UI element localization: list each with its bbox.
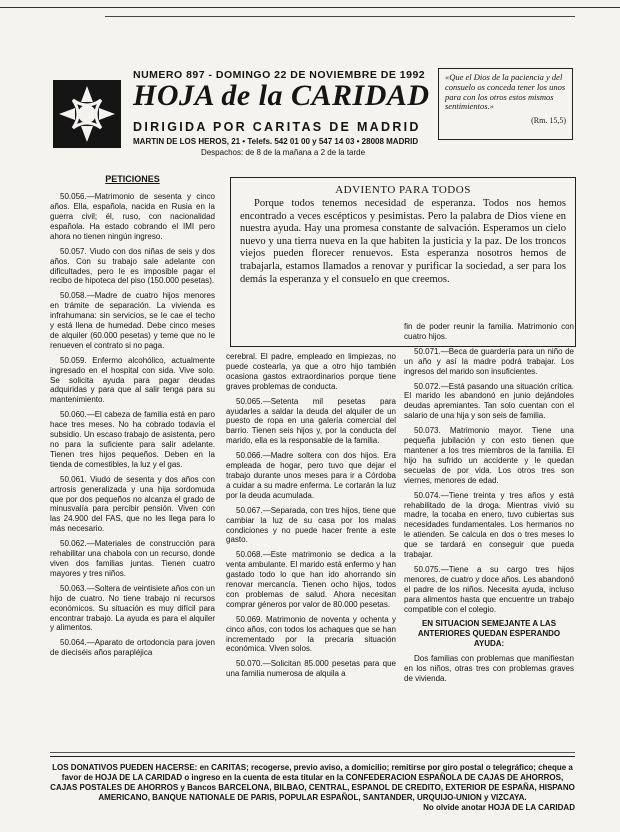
advent-title: ADVIENTO PARA TODOS xyxy=(335,184,471,196)
petition-item: 50.056.—Matrimonio de sesenta y cinco años. Ella, española, nacida en Rusia en la guerra civil; él, ruso, con nacionalidad española. Ha estado cobrando el IMI pero ahora no tienen ningún ingreso. xyxy=(50,192,215,241)
petition-item: 50.066.—Madre soltera con dos hijos. Era empleada de hogar, pero tuvo que dejar el trabajo durante unos meses para ir a Córdoba a cuidar a su madre enferma. Le cortarán la luz por la deuda acumulada. xyxy=(226,451,396,500)
petition-item: 50.067.—Separada, con tres hijos, tiene que cambiar la luz de su casa por los malas condiciones y no puede hacer frente a este gasto. xyxy=(226,505,396,545)
top-rule xyxy=(0,7,620,8)
column-3 xyxy=(404,322,574,689)
scripture-quote-box xyxy=(438,68,573,140)
petition-item: 50.070.—Solicitan 85.000 pesetas para que una familia numerosa de alquila a xyxy=(226,659,396,679)
petition-item: 50.060.—El cabeza de familia está en paro hace tres meses. No ha cobrado todavía el subsidio. Un escaso trabajo de asistenta, pero no para la suficiente para salir adelante. Tienen tres hijos pequeños. Deben en la tienda de comestibles, la luz y el gas. xyxy=(50,410,215,469)
petition-item: 50.063.—Soltera de veintisiete años con un hijo de cuatro. No tiene trabajo ni recursos económicos. Su situación es muy difícil para encontrar trabajo. La ayuda es para el alquiler y alimentos. xyxy=(50,583,215,633)
address-line: MARTIN DE LOS HEROS, 21 • Telefs. 542 01 00 y 547 14 03 • 28008 MADRID xyxy=(133,137,419,146)
column-2 xyxy=(226,352,396,684)
petition-item: 50.071.—Beca de guardería para un niño de un año y así la madre podrá trabajar. Los ingresos del marido son insuficientes. xyxy=(404,346,574,376)
petitions-heading: PETICIONES xyxy=(105,174,160,184)
petition-item: 50.064.—Aparato de ortodoncia para joven de dieciséis años parapléjica xyxy=(50,638,215,658)
waiting-heading: EN SITUACION SEMEJANTE A LAS ANTERIORES QUEDAN ESPERANDO AYUDA: xyxy=(417,619,561,649)
petition-item: 50.075.—Tiene a su cargo tres hijos menores, de cuatro y doce años. Les abandonó el padre de los niños. Necesita ayuda, incluso para alimentos hasta que encuentre un trabajo compatible con el colegio. xyxy=(404,564,574,614)
petition-item: 50.068.—Este matrimonio se dedica a la venta ambulante. El marido está enfermo y han gastado todo lo que han ido ahorrando sin renovar mercancía. Tienen ocho hijos, todos con problemas de salud. Ahora necesitan comprar géneros por valor de 80.000 pesetas. xyxy=(226,550,396,609)
donations-text: LOS DONATIVOS PUEDEN HACERSE: en CARITAS; recogerse, previo aviso, a domicilio; remitirse por giro postal o telegráfico; cheque a favor de HOJA DE LA CARIDAD o ingreso en la cuenta de esta titular en la CONFEDERACION ESPAÑOLA DE CAJAS DE AHORROS, CAJAS POSTALES DE AHORROS y Bancos BARCELONA, BILBAO, CENTRAL, ESPANOL DE CREDITO, EXTERIOR DE ESPAÑA, HISPANO AMERICANO, BANQUE NATIONALE DE PARIS, POPULAR ESPAÑOL, SANTANDER, URQUIJO-UNION y VIZCAYA. xyxy=(50,763,575,802)
footer-closing: No olvide anotar HOJA DE LA CARIDAD xyxy=(423,803,575,812)
donations-footer xyxy=(50,756,575,813)
caritas-cross-logo xyxy=(53,80,121,148)
petition-item: cerebral. El padre, empleado en limpiezas, no puede costearla, ya que a otro hijo también ocasiona gastos extraordinarios porque tiene graves problemas de conducta. xyxy=(226,352,396,391)
advent-body: Porque todos tenemos necesidad de esperanza. Todos nos hemos encontrado a veces escépticos y pesimistas. Pero la palabra de Dios viene en nuestra ayuda. Hay una promesa constante de salvación. Esperamos un cielo nuevo y una tierra nueva en la que habiten la justicia y la paz. De los troncos viejos pueden florecer renuevos. Esta esperanza nosotros hemos de trabajarla, estamos llamados a renovar y purificar la sociedad, a ser para los demás la esperanza y el consuelo en que creemos. xyxy=(240,198,566,285)
petition-item: 50.073. Matrimonio mayor. Tiene una pequeña jubilación y con esto tienen que mantener a los tres miembros de la familia. El hijo ha sufrido un accidente y le quedan secuelas de por vida. Los otros tres son viernes, menores de edad. xyxy=(404,426,574,485)
waiting-list: Dos familias con problemas que manifiestan en los niños, otras tres con problemas graves de vivienda. xyxy=(404,654,574,683)
masthead-subtitle: DIRIGIDA POR CARITAS DE MADRID xyxy=(133,120,421,134)
petition-item: 50.057. Viudo con dos niñas de seis y dos años. Con su trabajo sale adelante con dificultades, pero le es imposible pagar el recibo de hipoteca del piso (150.000 pesetas). xyxy=(50,246,215,286)
petition-item: 50.072.—Está pasando una situación crítica. El marido les abandonó en junio dejándoles deudas apremiantes. Tan solo cuentan con el salario de una hija y son seis de familia. xyxy=(404,381,574,421)
petition-item: 50.058.—Madre de cuatro hijos menores en trámite de separación. La vivienda es infrahumana: sin servicios, se le cae el techo y está llena de humedad. Debe cinco meses de alquiler (60.000 pesetas) y teme que no le renueven el contrato si no paga. xyxy=(50,291,215,350)
quote-reference: (Rm. 15,5) xyxy=(531,116,566,126)
masthead-title: HOJA de la CARIDAD xyxy=(133,79,430,112)
issue-line: NUMERO 897 - DOMINGO 22 DE NOVIEMBRE DE 1992 xyxy=(133,69,426,81)
top-rule-inner xyxy=(105,16,575,17)
petition-item: 50.059. Enfermo alcohólico, actualmente ingresado en el hospital con sida. Vive solo. Se solicita ayuda para pagar deudas adquiridas y para que al salir tenga para su mantenimiento. xyxy=(50,355,215,405)
petition-item: 50.074.—Tiene treinta y tres años y está rehabilitado de la droga. Mientras vivió su madre, la tocaba en enero, tuvo cubiertas sus necesidades fundamentales. Los hermanos no le atienden. Se calcula en dos o tres meses lo que se tardará en conseguir que pueda trabajar. xyxy=(404,490,574,560)
office-hours: Despachos: de 8 de la mañana a 2 de la tarde xyxy=(200,148,366,157)
footer-rule xyxy=(50,752,575,753)
petition-item: fin de poder reunir la familia. Matrimonio con cuatro hijos. xyxy=(404,322,574,341)
petition-item: 50.069. Matrimonio de noventa y ochenta y cinco años, con todos los achaques que se han incrementado por la precaria situación económica. Viven solos. xyxy=(226,614,396,654)
column-1 xyxy=(50,174,215,663)
petition-item: 50.065.—Setenta mil pesetas para ayudarles a saldar la deuda del alquiler de un puesto de ropa en una galería comercial del barrio. Tienen seis hijos y, por la conducta del marido, ella es la responsable de la familia. xyxy=(226,396,396,446)
petition-item: 50.062.—Materiales de construcción para rehabilitar una chabola con un recurso, donde viven dos familias juntas. Tienen cuatro mayores y tres niños. xyxy=(50,539,215,578)
petition-item: 50.061. Viudo de sesenta y dos años con artrosis generalizada y una hija sordomuda que por dos pequeños no alcanza el grado de minusvalía para percibir pensión. Viven con las 24.900 del FAS, que no les llega para lo más necesario. xyxy=(50,474,215,534)
quote-text: «Que el Dios de la paciencia y del consuelo os conceda tener los unos para con los otros estos mismos sentimientos.» xyxy=(445,72,566,112)
